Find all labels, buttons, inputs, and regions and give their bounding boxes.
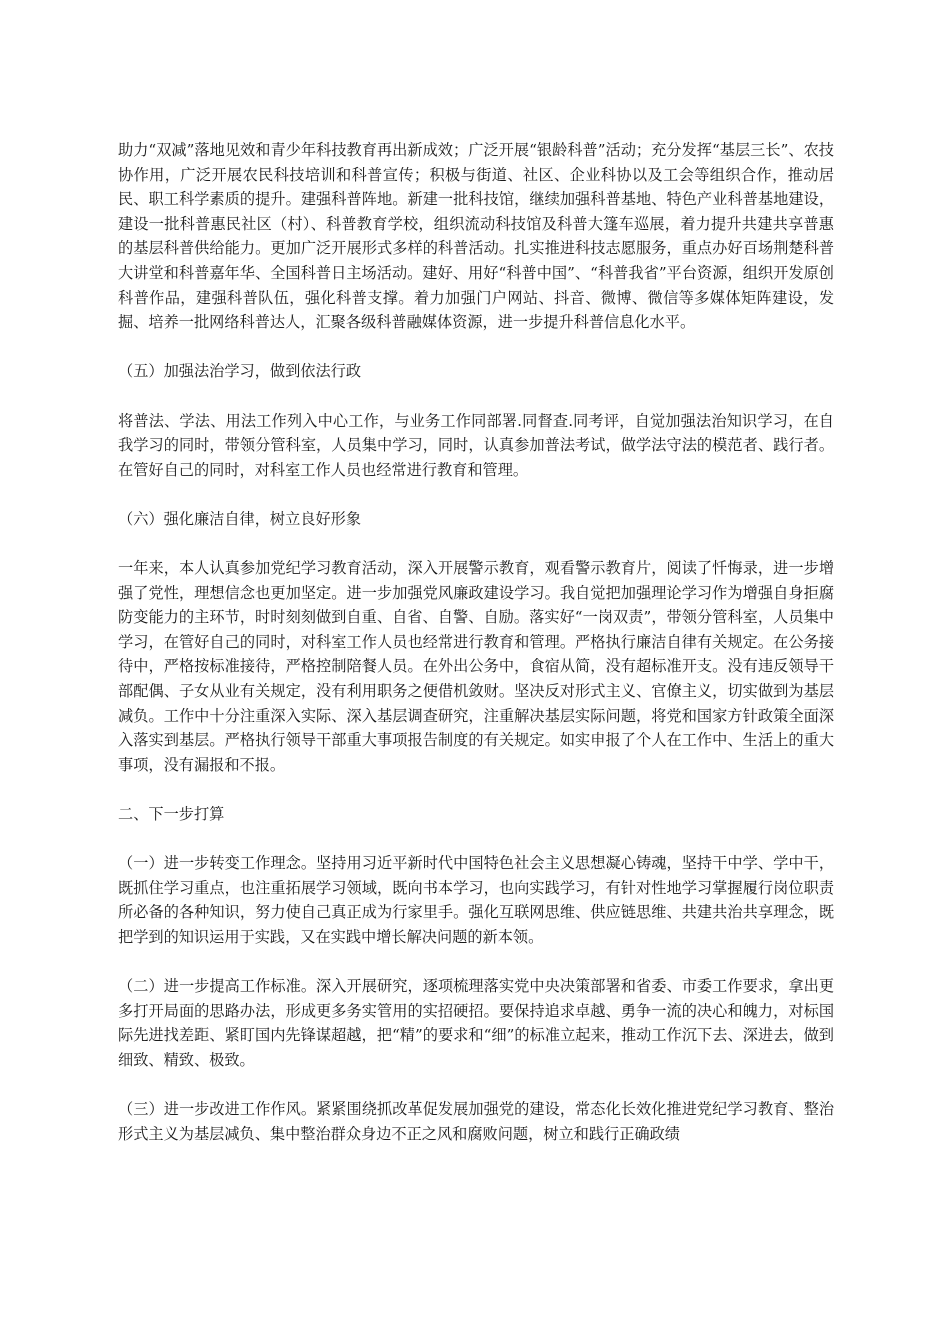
paragraph-spacer [118, 482, 834, 507]
paragraph-spacer [118, 950, 834, 975]
document-body [118, 138, 834, 1146]
paragraph-next-step-3: （三）进一步改进工作作风。紧紧围绕抓改革促发展加强党的建设，常态化长效化推进党纪学习教育、整治形式主义为基层减负、集中整治群众身边不正之风和腐败问题，树立和践行正确政绩 [118, 1100, 834, 1143]
paragraph-next-step-1: （一）进一步转变工作理念。坚持用习近平新时代中国特色社会主义思想凝心铸魂，坚持干中学、学中干，既抓住学习重点，也注重拓展学习领域，既向书本学习，也向实践学习，有针对性地学习掌握履行岗位职责所必备的各种知识，努力使自己真正成为行家里手。强化互联网思维、供应链思维、共建共治共享理念，既把学到的知识运用于实践，又在实践中增长解决问题的新本领。 [118, 854, 834, 946]
paragraph-spacer [118, 335, 834, 360]
paragraph-science-popularization: 助力“双减”落地见效和青少年科技教育再出新成效；广泛开展“银龄科普”活动；充分发挥“基层三长”、农技协作用，广泛开展农民科技培训和科普宣传；积极与街道、社区、企业科协以及工会等组织合作，推动居民、职工科学素质的提升。建强科普阵地。新建一批科技馆，继续加强科普基地、特色产业科普基地建设，建设一批科普惠民社区（村）、科普教育学校，组织流动科技馆及科普大篷车巡展，着力提升共建共享普惠的基层科普供给能力。更加广泛开展形式多样的科普活动。扎实推进科技志愿服务，重点办好百场荆楚科普大讲堂和科普嘉年华、全国科普日主场活动。建好、用好“科普中国”、“科普我省”平台资源，组织开发原创科普作品，建强科普队伍，强化科普支撑。着力加强门户网站、抖音、微博、微信等多媒体矩阵建设，发掘、培养一批网络科普达人，汇聚各级科普融媒体资源，进一步提升科普信息化水平。 [118, 141, 834, 332]
section-heading-next-steps: 二、下一步打算 [118, 805, 225, 824]
section-heading-integrity: （六）强化廉洁自律，树立良好形象 [118, 509, 361, 528]
section-heading-rule-of-law: （五）加强法治学习，做到依法行政 [118, 362, 361, 381]
paragraph-spacer [118, 827, 834, 852]
paragraph-spacer [118, 384, 834, 409]
paragraph-spacer [118, 1073, 834, 1098]
paragraph-integrity: 一年来，本人认真参加党纪学习教育活动，深入开展警示教育，观看警示教育片，阅读了忏悔录，进一步增强了党性，理想信念也更加坚定。进一步加强党风廉政建设学习。我自觉把加强理论学习作为增强自身拒腐防变能力的主环节，时时刻刻做到自重、自省、自警、自励。落实好“一岗双责”，带领分管科室，人员集中学习，在管好自己的同时，对科室工作人员也经常进行教育和管理。严格执行廉洁自律有关规定。在公务接待中，严格按标准接待，严格控制陪餐人员。在外出公务中，食宿从简，没有超标准开支。没有违反领导干部配偶、子女从业有关规定，没有利用职务之便借机敛财。坚决反对形式主义、官僚主义，切实做到为基层减负。工作中十分注重深入实际、深入基层调查研究，注重解决基层实际问题，将党和国家方针政策全面深入落实到基层。严格执行领导干部重大事项报告制度的有关规定。如实申报了个人在工作中、生活上的重大事项，没有漏报和不报。 [118, 559, 834, 774]
paragraph-spacer [118, 532, 834, 557]
paragraph-spacer [118, 777, 834, 802]
paragraph-rule-of-law: 将普法、学法、用法工作列入中心工作，与业务工作同部署.同督查.同考评，自觉加强法治知识学习，在自我学习的同时，带领分管科室，人员集中学习，同时，认真参加普法考试，做学法守法的模范者、践行者。在管好自己的同时，对科室工作人员也经常进行教育和管理。 [118, 411, 834, 479]
paragraph-next-step-2: （二）进一步提高工作标准。深入开展研究，逐项梳理落实党中央决策部署和省委、市委工作要求，拿出更多打开局面的思路办法，形成更多务实管用的实招硬招。要保持追求卓越、勇争一流的决心和魄力，对标国际先进找差距、紧盯国内先锋谋超越，把“精”的要求和“细”的标准立起来，推动工作沉下去、深进去，做到细致、精致、极致。 [118, 977, 834, 1069]
